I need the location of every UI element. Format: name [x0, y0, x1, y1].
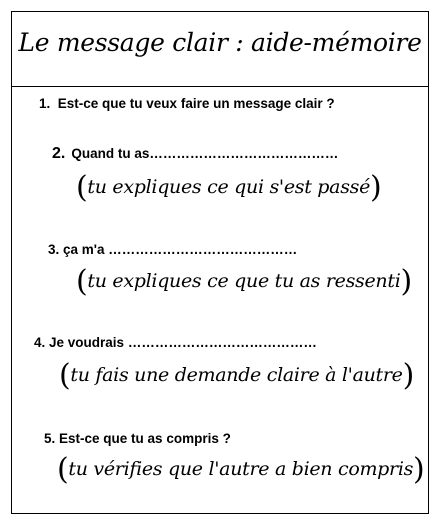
- memo-sheet: [11, 11, 429, 514]
- close-paren: ): [413, 452, 425, 487]
- item-3-hint: [76, 264, 412, 299]
- item-3-text: ça m'a ……………………………………: [63, 242, 298, 257]
- item-4-text: Je voudrais ……………………………………: [49, 335, 317, 350]
- close-paren: ): [402, 358, 415, 393]
- item-4-hint-text: tu fais une demande claire à l'autre: [70, 364, 403, 386]
- close-paren: ): [400, 264, 412, 299]
- item-1-number: 1.: [39, 96, 51, 111]
- item-2-hint: [76, 170, 381, 205]
- item-5-hint-text: tu vérifies que l'autre a bien compris: [68, 458, 414, 480]
- item-4-question: [34, 335, 317, 350]
- item-2-number: 2.: [52, 145, 66, 162]
- item-4-number: 4.: [34, 335, 46, 350]
- item-2-question: [52, 145, 338, 163]
- open-paren: (: [76, 264, 88, 299]
- open-paren: (: [59, 358, 71, 393]
- page-title: Le message clair : aide-mémoire: [18, 28, 422, 57]
- item-3-hint-text: tu expliques ce que tu as ressenti: [87, 270, 401, 292]
- open-paren: (: [57, 452, 69, 487]
- item-5-question: [44, 431, 231, 446]
- item-5-text: Est-ce que tu as compris ?: [59, 431, 231, 446]
- item-2-text: Quand tu as……………………………………: [71, 146, 339, 161]
- item-3-number: 3.: [48, 242, 60, 257]
- item-5-hint: [57, 452, 424, 487]
- title-box: [12, 12, 428, 87]
- item-2-hint-text: tu expliques ce qui s'est passé: [87, 176, 371, 198]
- item-4-hint: [59, 358, 414, 393]
- item-1-question: [39, 96, 335, 111]
- item-1-text: Est-ce que tu veux faire un message clair ?: [57, 96, 335, 111]
- item-3-question: [48, 242, 297, 257]
- item-5-number: 5.: [44, 431, 56, 446]
- open-paren: (: [76, 170, 88, 205]
- close-paren: ): [370, 170, 382, 205]
